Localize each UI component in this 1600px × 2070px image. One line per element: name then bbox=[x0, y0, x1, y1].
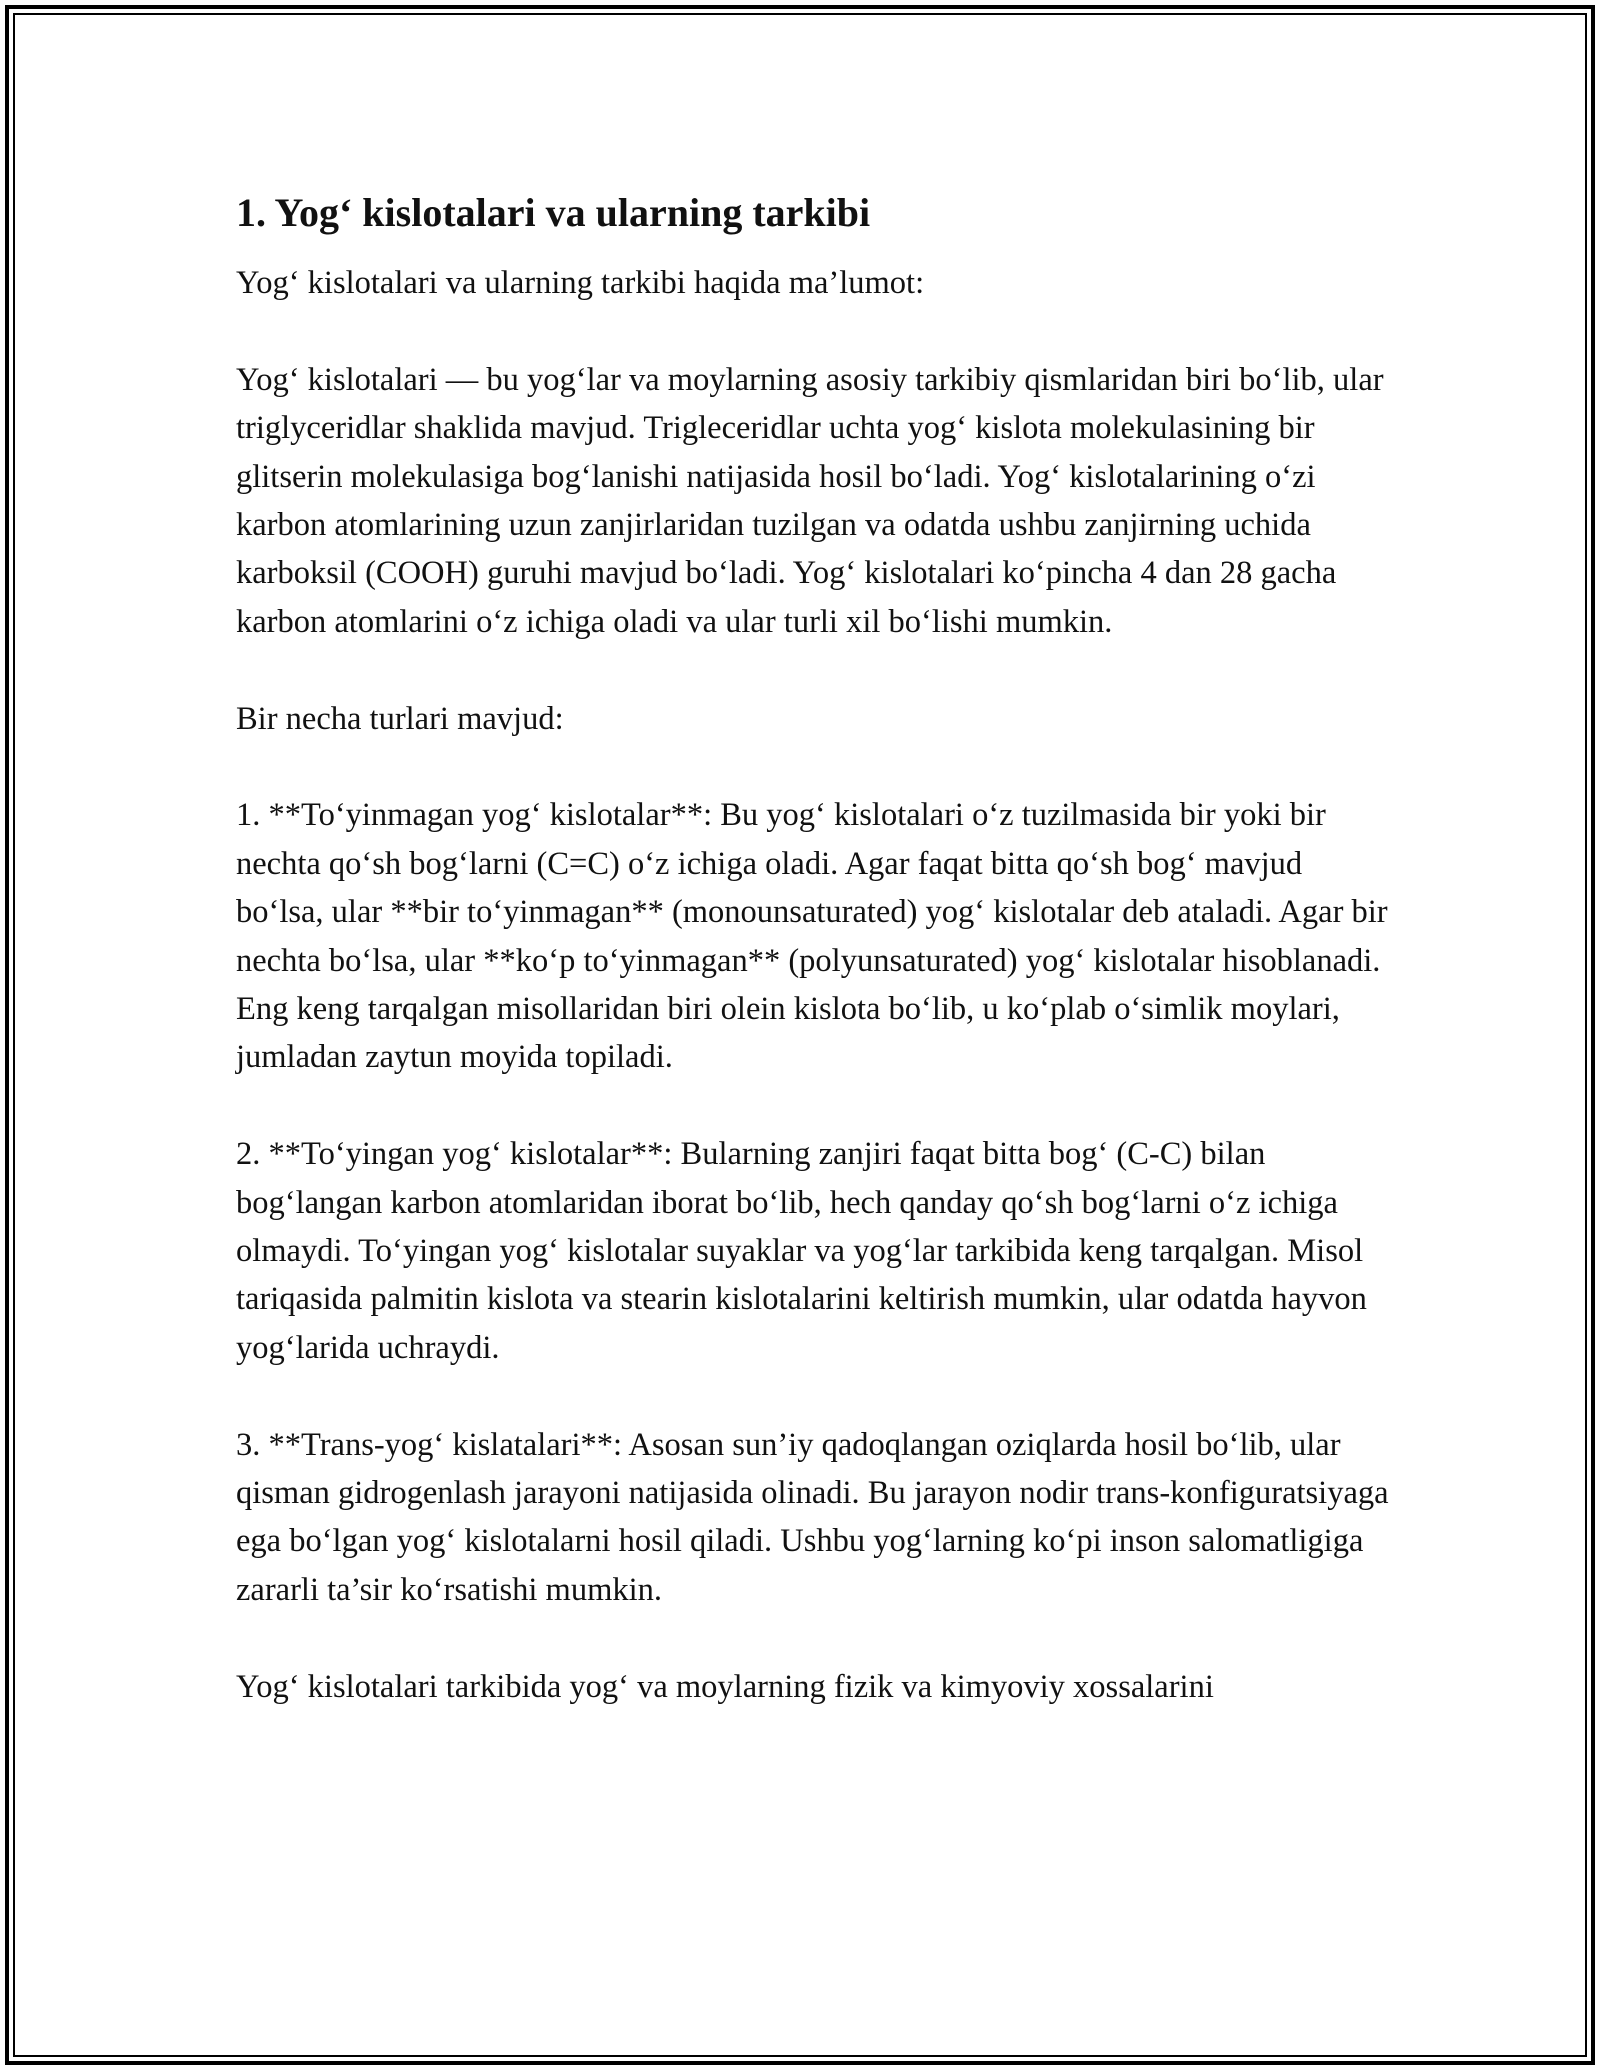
list-item-trans: 3. **Trans-yog‘ kislatalari**: Asosan sun’iy qadoqlangan oziqlarda hosil bo‘lib, ular qisman gidrogenlash jarayoni natijasida olinadi. Bu jarayon nodir trans-konfiguratsiyaga ega bo‘lgan yog‘ kislotalarni hosil qiladi. Ushbu yog‘larning ko‘pi inson salomatligiga zararli ta’sir ko‘rsatishi mumkin. bbox=[236, 1426, 1389, 1608]
closing-paragraph: Yog‘ kislotalari tarkibida yog‘ va moylarning fizik va kimyoviy xossalarini bbox=[236, 1668, 1214, 1705]
definition-paragraph: Yog‘ kislotalari — bu yog‘lar va moylarning asosiy tarkibiy qismlaridan biri bo‘lib, ular triglyceridlar shaklida mavjud. Trigleceridlar uchta yog‘ kislota molekulasining bir glitserin molekulasiga bog‘lanishi natijasida hosil bo‘ladi. Yog‘ kislotalarining o‘zi karbon atomlarining uzun zanjirlaridan tuzilgan va odatda ushbu zanjirning uchida karboksil (COOH) guruhi mavjud bo‘ladi. Yog‘ kislotalari ko‘pincha 4 dan 28 gacha karbon atomlarini o‘z ichiga oladi va ular turli xil bo‘lishi mumkin. bbox=[236, 361, 1384, 640]
list-item-unsaturated: 1. **To‘yinmagan yog‘ kislotalar**: Bu yog‘ kislotalari o‘z tuzilmasida bir yoki bir nechta qo‘sh bog‘larni (C=C) o‘z ichiga oladi. Agar faqat bitta qo‘sh bog‘ mavjud bo‘lsa, ular **bir to‘yinmagan** (monounsaturated) yog‘ kislotalar deb ataladi. Agar bir nechta bo‘lsa, ular **ko‘p to‘yinmagan** (polyunsaturated) yog‘ kislotalar hisoblanadi. Eng keng tarqalgan misollaridan biri olein kislota bo‘lib, u ko‘plab o‘simlik moylari, jumladan zaytun moyida topiladi. bbox=[236, 797, 1388, 1076]
types-intro-paragraph: Bir necha turlari mavjud: bbox=[236, 700, 564, 737]
document-body bbox=[236, 185, 1396, 1759]
list-item-saturated: 2. **To‘yingan yog‘ kislotalar**: Bularning zanjiri faqat bitta bog‘ (C-C) bilan bog‘langan karbon atomlaridan iborat bo‘lib, hech qanday qo‘sh bog‘larni o‘z ichiga olmaydi. To‘yingan yog‘ kislotalar suyaklar va yog‘lar tarkibida keng tarqalgan. Misol tariqasida palmitin kislota va stearin kislotalarini keltirish mumkin, ular odatda hayvon yog‘larida uchraydi. bbox=[236, 1136, 1367, 1366]
document-title: 1. Yog‘ kislotalari va ularning tarkibi bbox=[236, 190, 871, 235]
intro-paragraph: Yog‘ kislotalari va ularning tarkibi haqida ma’lumot: bbox=[236, 265, 925, 301]
